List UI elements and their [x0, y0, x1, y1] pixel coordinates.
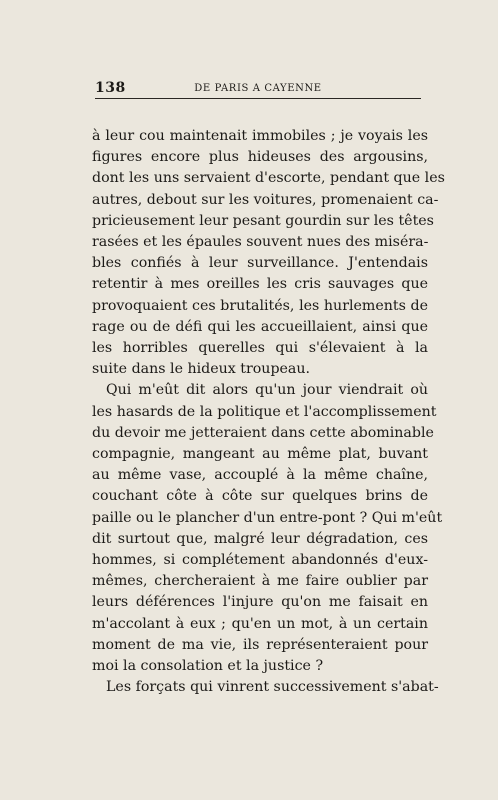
text-line: bles confiés à leur surveillance. J'entendais [92, 255, 428, 272]
text-line: moment de ma vie, ils représenteraient pour [92, 636, 428, 653]
text-line: couchant côte à côte sur quelques brins de [92, 488, 428, 505]
text-line: dit surtout que, malgré leur dégradation, ces [92, 530, 428, 547]
paragraph [92, 380, 443, 677]
text-line: m'accolant à eux ; qu'en un mot, à un certain [92, 615, 428, 632]
text-line: hommes, si complétement abandonnés d'eux- [92, 552, 428, 569]
text-line: compagnie, mangeant au même plat, buvant [92, 446, 428, 463]
text-line: à leur cou maintenait immobiles ; je voyais les [92, 128, 428, 144]
page-header [95, 76, 421, 99]
text-line: les horribles querelles qui s'élevaient à la [92, 340, 428, 357]
text-line: rage ou de défi qui les accueillaient, ainsi que [92, 318, 428, 335]
text-line: provoquaient ces brutalités, les hurlements de [92, 297, 428, 314]
text-line: du devoir me jetteraient dans cette abominable [92, 424, 434, 441]
text-line: paille ou le plancher d'un entre-pont ? Qui m'eût [92, 509, 443, 526]
page-number: 138 [95, 80, 126, 96]
text-line: figures encore plus hideuses des argousins, [92, 149, 428, 166]
paragraph [92, 677, 439, 698]
paragraph [92, 126, 445, 380]
text-line: autres, debout sur les voitures, promenaient ca- [92, 191, 439, 208]
text-line: rasées et les épaules souvent nues des miséra- [92, 234, 429, 251]
text-line: mêmes, chercheraient à me faire oublier par [92, 573, 428, 590]
text-line: Les forçats qui vinrent successivement s'abat- [106, 679, 439, 696]
text-line: dont les uns servaient d'escorte, pendant que les [92, 170, 445, 187]
text-line: Qui m'eût dit alors qu'un jour viendrait où [106, 382, 428, 399]
text-line: les hasards de la politique et l'accomplissement [92, 403, 437, 420]
running-title: DE PARIS A CAYENNE [194, 83, 322, 94]
text-line: au même vase, accouplé à la même chaîne, [92, 467, 428, 484]
text-line: pricieusement leur pesant gourdin sur les têtes [92, 212, 434, 229]
text-line: suite dans le hideux troupeau. [92, 361, 311, 378]
text-line: leurs déférences l'injure qu'on me faisait en [92, 594, 428, 611]
text-line: moi la consolation et la justice ? [92, 658, 324, 675]
body-text [92, 126, 445, 698]
text-line: retentir à mes oreilles les cris sauvages que [92, 276, 428, 293]
